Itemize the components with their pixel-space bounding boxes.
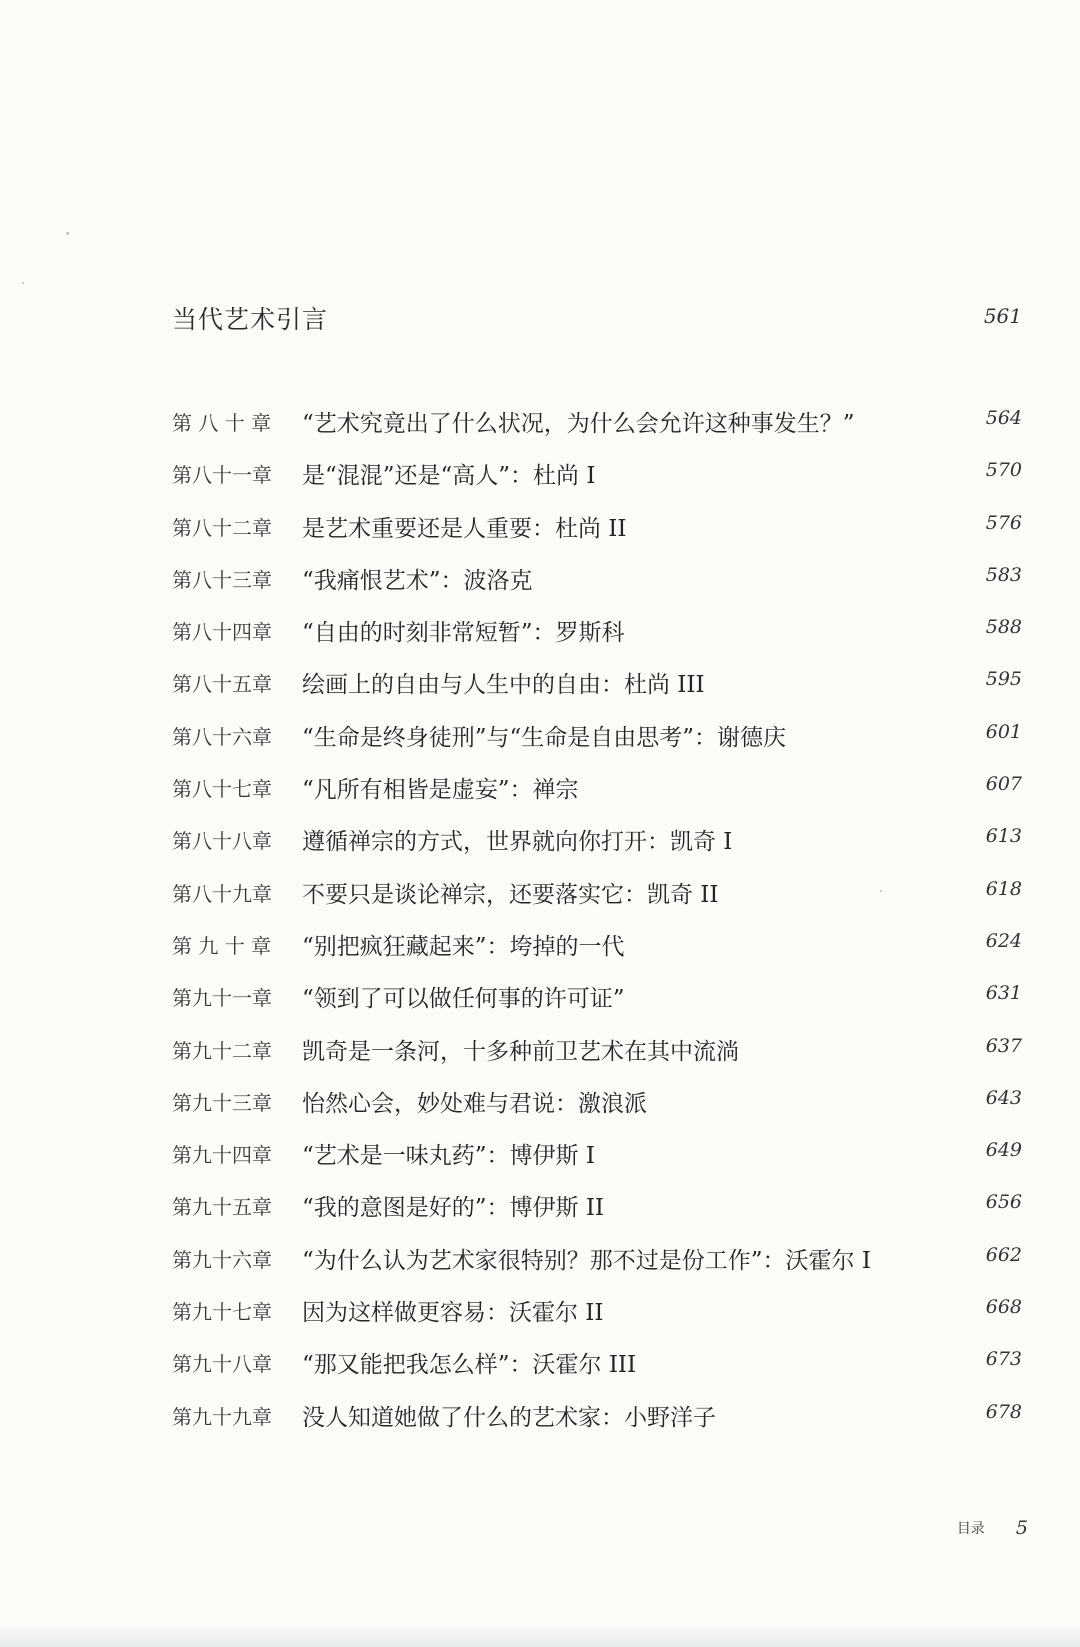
chapter-label: 第 八 十 章	[172, 411, 272, 435]
toc-entry	[172, 1085, 1022, 1137]
chapter-title: 是艺术重要还是人重要：杜尚 II	[302, 515, 627, 542]
toc-entry	[172, 980, 1022, 1032]
chapter-title: 是“混混”还是“高人”：杜尚 I	[302, 463, 596, 490]
chapter-label: 第八十二章	[172, 515, 272, 540]
chapter-page-number: 595	[985, 668, 1022, 691]
chapter-title: “那又能把我怎么样”：沃霍尔 III	[302, 1352, 637, 1379]
chapter-label: 第八十八章	[172, 829, 272, 854]
chapter-page-number: 564	[985, 407, 1022, 429]
chapter-page-number: 570	[985, 459, 1022, 482]
chapter-page-number: 668	[985, 1296, 1022, 1319]
toc-entry	[172, 1294, 1022, 1346]
chapter-label: 第 九 十 章	[172, 933, 272, 958]
table-of-contents	[172, 405, 1022, 1451]
chapter-page-number: 649	[985, 1139, 1022, 1162]
chapter-label: 第八十四章	[172, 620, 272, 645]
chapter-page-number: 588	[985, 616, 1022, 639]
section-heading	[172, 300, 1022, 336]
chapter-label: 第九十五章	[172, 1195, 272, 1220]
folio-number: 5	[1015, 1517, 1028, 1539]
chapter-label: 第八十一章	[172, 463, 272, 488]
chapter-title: 凯奇是一条河，十多种前卫艺术在其中流淌	[302, 1038, 739, 1065]
toc-entry	[172, 823, 1022, 875]
chapter-page-number: 673	[985, 1348, 1022, 1371]
toc-entry	[172, 1137, 1022, 1189]
section-title: 当代艺术引言	[172, 305, 329, 334]
chapter-page-number: 662	[985, 1243, 1022, 1266]
toc-entry	[172, 1242, 1022, 1294]
chapter-title: “别把疯狂藏起来”：垮掉的一代	[302, 933, 625, 960]
chapter-page-number: 607	[985, 773, 1022, 796]
chapter-page-number: 656	[985, 1191, 1022, 1214]
chapter-page-number: 618	[985, 877, 1022, 900]
chapter-label: 第九十九章	[172, 1404, 272, 1429]
chapter-title: “我痛恨艺术”：波洛克	[302, 567, 533, 594]
chapter-label: 第九十二章	[172, 1038, 272, 1063]
chapter-page-number: 613	[985, 825, 1022, 848]
chapter-page-number: 637	[985, 1034, 1022, 1057]
chapter-title: 因为这样做更容易：沃霍尔 II	[302, 1300, 604, 1327]
paper-speck	[66, 232, 69, 235]
chapter-label: 第八十三章	[172, 567, 272, 592]
toc-entry	[172, 719, 1022, 771]
toc-entry	[172, 562, 1022, 614]
paper-speck	[22, 282, 24, 284]
toc-entry	[172, 1346, 1022, 1398]
chapter-title: 不要只是谈论禅宗，还要落实它：凯奇 II	[302, 881, 719, 908]
toc-entry	[172, 771, 1022, 823]
toc-entry	[172, 666, 1022, 718]
chapter-label: 第九十四章	[172, 1143, 272, 1168]
chapter-page-number: 583	[985, 563, 1022, 586]
running-footer-label: 目录	[956, 1521, 985, 1537]
page-footer	[957, 1517, 1028, 1541]
chapter-title: 遵循禅宗的方式，世界就向你打开：凯奇 I	[302, 829, 733, 856]
chapter-title: “生命是终身徒刑”与“生命是自由思考”：谢德庆	[302, 724, 787, 751]
chapter-title: “艺术是一味丸药”：博伊斯 I	[302, 1143, 595, 1170]
chapter-label: 第八十七章	[172, 777, 272, 802]
chapter-title: “凡所有相皆是虚妄”：禅宗	[302, 777, 579, 804]
chapter-label: 第九十七章	[172, 1300, 272, 1325]
chapter-label: 第八十六章	[172, 724, 272, 749]
section-page-number: 561	[983, 304, 1022, 328]
chapter-page-number: 576	[985, 511, 1022, 534]
chapter-title: “我的意图是好的”：博伊斯 II	[302, 1195, 604, 1222]
chapter-page-number: 601	[985, 720, 1022, 743]
toc-entry	[172, 928, 1022, 980]
chapter-title: “为什么认为艺术家很特别？那不过是份工作”：沃霍尔 I	[302, 1247, 871, 1274]
chapter-title: “艺术究竟出了什么状况，为什么会允许这种事发生？”	[302, 411, 855, 437]
toc-entry	[172, 510, 1022, 562]
chapter-page-number: 678	[985, 1400, 1022, 1423]
chapter-title: 绘画上的自由与人生中的自由：杜尚 III	[302, 672, 705, 699]
chapter-label: 第九十三章	[172, 1090, 272, 1115]
chapter-title: 怡然心会，妙处难与君说：激浪派	[302, 1090, 647, 1117]
toc-entry	[172, 1033, 1022, 1085]
chapter-label: 第九十一章	[172, 986, 272, 1011]
toc-entry	[172, 1189, 1022, 1241]
chapter-label: 第九十八章	[172, 1352, 272, 1377]
toc-entry	[172, 457, 1022, 509]
toc-entry	[172, 876, 1022, 928]
chapter-page-number: 643	[985, 1086, 1022, 1109]
chapter-label: 第八十五章	[172, 672, 272, 697]
chapter-page-number: 624	[985, 929, 1022, 952]
scan-edge-shadow	[0, 1625, 1080, 1647]
chapter-title: 没人知道她做了什么的艺术家：小野洋子	[302, 1404, 716, 1431]
chapter-label: 第八十九章	[172, 881, 272, 906]
toc-entry	[172, 614, 1022, 666]
chapter-title: “自由的时刻非常短暂”：罗斯科	[302, 620, 625, 647]
toc-entry	[172, 1399, 1022, 1451]
toc-entry	[172, 405, 1022, 457]
chapter-label: 第九十六章	[172, 1247, 272, 1272]
chapter-page-number: 631	[985, 982, 1022, 1005]
chapter-title: “领到了可以做任何事的许可证”	[302, 986, 625, 1013]
